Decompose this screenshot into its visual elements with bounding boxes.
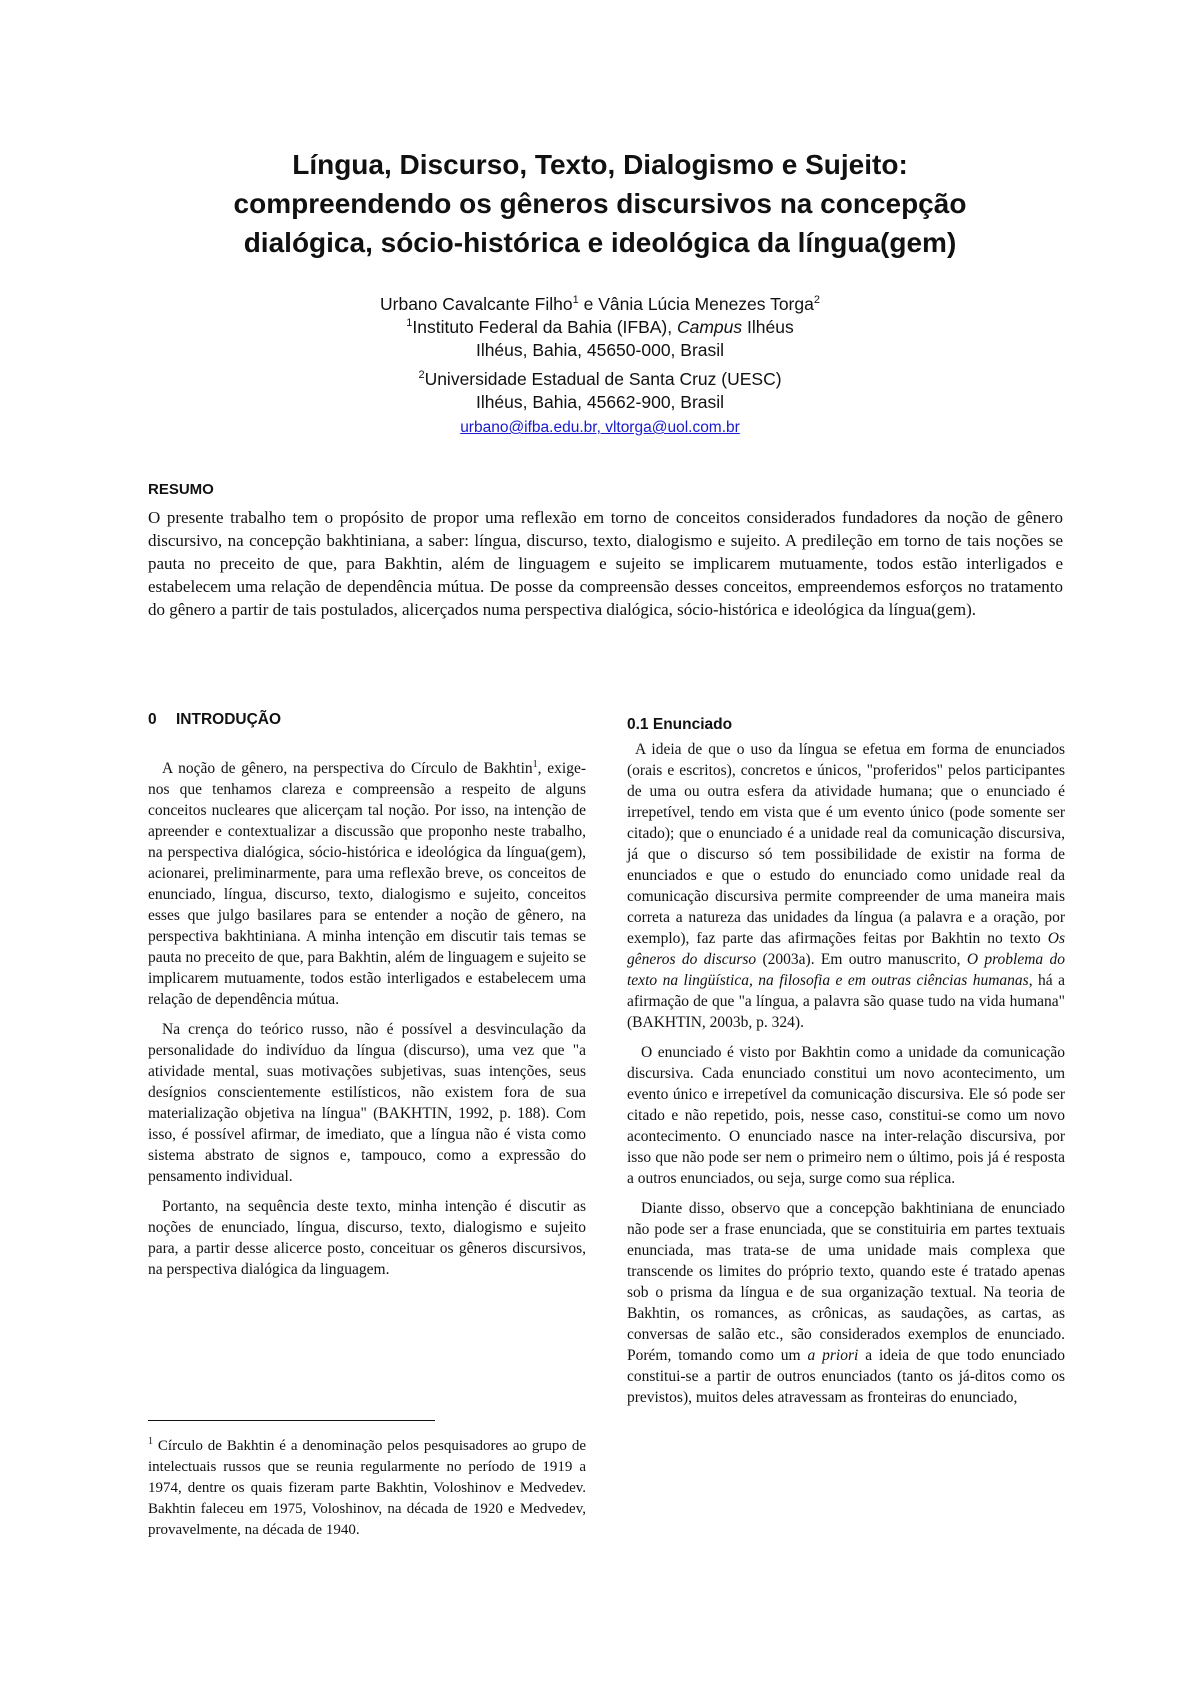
affiliation-2-city: Ilhéus, Bahia, 45662-900, Brasil — [475, 392, 725, 412]
footnote-1-text: Círculo de Bakhtin é a denominação pelos pesquisadores ao grupo de intelectuais russos que se reunia regularmente no período de 1919 a 1974, dentre os quais fizeram parte Bakhtin, Voloshinov e Medvedev. Bakhtin faleceu em 1975, Voloshinov, na década de 1920 e Medvedev, provavelmente, na década de 1940. — [148, 1438, 586, 1538]
enunciado-p1-text-a: A ideia de que o uso da língua se efetua em forma de enunciados (orais e escritos), concretos e únicos, "proferidos" pelos participantes de uma ou outra esfera da atividade humana; que o enunciado é irrepetível, tendo em vista que é um evento único (pode somente ser citado); que o enunciado é a unidade real da comunicação discursiva, já que o discurso só tem possibilidade de existir na forma de enunciados e que o estudo do enunciado como unidade real da comunicação discursiva permite compreender de uma maneira mais correta a natureza das unidades da língua (a palavra e a oração, por exemplo), faz parte das afirmações feitas por Bakhtin no texto — [627, 741, 1065, 947]
abstract-body: O presente trabalho tem o propósito de propor uma reflexão em torno de conceitos considerados fundadores da noção de gênero discursivo, na concepção bakhtiniana, a saber: língua, discurso, texto, dialogismo e sujeito. A predileção em torno de tais noções se pauta no preceito de que, para Bakhtin, além de linguagem e sujeito se implicarem mutuamente, todos estão interligados e estabelecem uma relação de dependência mútua. De posse da compreensão desses conceitos, empreendemos esforços no tratamento do gênero a partir de tais postulados, alicerçados numa perspectiva dialógica, sócio-histórica e ideológica da língua(gem). — [148, 508, 1063, 619]
author-names — [200, 293, 1000, 316]
intro-p1-text-a: A noção de gênero, na perspectiva do Círculo de Bakhtin — [162, 760, 533, 777]
author-conjunction: e — [578, 294, 599, 314]
intro-section-title: INTRODUÇÃO — [176, 711, 282, 728]
affiliation-1-city: Ilhéus, Bahia, 45650-000, Brasil — [475, 340, 725, 360]
left-column — [148, 710, 586, 1289]
title-line-1: Língua, Discurso, Texto, Dialogismo e Sujeito: — [292, 149, 908, 180]
affiliation-2-mark: 2 — [418, 369, 425, 382]
title-line-3: dialógica, sócio-histórica e ideológica da língua(gem) — [243, 227, 957, 258]
enunciado-p3-text-b: a ideia de que todo enunciado constitui-se a partir de outros enunciados (tanto os já-ditos como os previstos), muitos deles atravessam as fronteiras do enunciado, — [627, 1347, 1065, 1406]
enunciado-p3-text-a: Diante disso, observo que a concepção bakhtiniana de enunciado não pode ser a frase enunciada, que se constituiria em partes textuais enunciada, mas trata-se de uma unidade mais complexa que transcende os limites do próprio texto, quando este é tratado apenas sob o prisma da língua e de sua organização textual. Na teoria de Bakhtin, os romances, as crônicas, as saudações, as cartas, as conversas de salão etc., são considerados exemplos de enunciado. Porém, tomando como um — [627, 1200, 1065, 1364]
intro-p1-text-b: , exige-nos que tenhamos clareza e compreensão a respeito de alguns conceitos nucleares que alicerçam tal noção. Por isso, na intenção de apreender e contextualizar a discussão que proponho neste trabalho, na perspectiva dialógica, sócio-histórica e ideológica da língua(gem), acionarei, preliminarmente, para uma reflexão breve, os conceitos de enunciado, língua, discurso, texto, dialogismo e sujeito, conceitos esses que julgo basilares para se entender a noção de gênero, na perspectiva bakhtiniana. A minha intenção em discutir tais temas se pauta no preceito de que, para Bakhtin, além de linguagem e sujeito se implicarem mutuamente, todos estão interligados e estabelecem uma relação de dependência mútua. — [148, 760, 586, 1008]
title-line-2: compreendendo os gêneros discursivos na concepção — [233, 188, 967, 219]
enunciado-p1-italic-2: O problema do texto na lingüística, na filosofia e em outras ciências humanas — [627, 951, 1065, 989]
affiliation-1-mark: 1 — [406, 317, 413, 330]
enunciado-paragraph-3 — [627, 1198, 1065, 1408]
footnote-ref-1[interactable]: 1 — [532, 758, 538, 770]
paper-title — [100, 145, 1100, 262]
affiliation-2 — [200, 368, 1000, 391]
intro-paragraph-2: Na crença do teórico russo, não é possível a desvinculação da personalidade do indivíduo da língua (discurso), uma vez que "a atividade mental, suas motivações subjetivas, suas intenções, seus desígnios conscientemente estilísticos, não existem fora de sua materialização objetiva na língua" (BAKHTIN, 1992, p. 188). Com isso, é possível afirmar, de imediato, que a língua não é vista como sistema abstrato de signos e, tampouco, como a expressão do pensamento individual. — [148, 1021, 586, 1185]
enunciado-p3-italic: a priori — [807, 1347, 859, 1364]
footnote-1 — [148, 1436, 586, 1541]
email-link[interactable]: urbano@ifba.edu.br, vltorga@uol.com.br — [460, 419, 740, 436]
author-2-name: Vânia Lúcia Menezes Torga — [598, 294, 814, 314]
affiliation-2-name: Universidade Estadual de Santa Cruz (UESC) — [424, 369, 782, 389]
author-block — [200, 293, 1000, 439]
author-1-name: Urbano Cavalcante Filho — [380, 294, 573, 314]
enunciado-paragraph-1 — [627, 739, 1065, 1033]
enunciado-p1-text-c: , há a afirmação de que "a língua, a palavra são quase tudo na vida humana" (BAKHTIN, 2003b, p. 324). — [627, 972, 1065, 1031]
intro-section-number: 0 — [148, 711, 157, 728]
enunciado-p1-text-b: (2003a). Em outro manuscrito, — [756, 951, 967, 968]
intro-paragraph-1 — [148, 758, 586, 1010]
footnote-1-mark: 1 — [148, 1436, 153, 1447]
author-2-mark: 2 — [813, 294, 820, 307]
affiliation-1-pre: Instituto Federal da Bahia (IFBA), — [412, 317, 677, 337]
affiliation-1-campus: Campus — [676, 317, 743, 337]
enunciado-paragraph-2: O enunciado é visto por Bakhtin como a unidade da comunicação discursiva. Cada enunciado constitui um novo acontecimento, um evento único e irrepetível da comunicação discursiva. Ele só pode ser citado e não repetido, pois, nesse caso, constitui-se como um novo acontecimento. O enunciado nasce na inter-relação discursiva, por isso que não pode ser nem o primeiro nem o último, pois já é resposta a outros enunciados, ou seja, surge como sua réplica. — [627, 1044, 1065, 1187]
affiliation-1 — [200, 316, 1000, 339]
author-1-mark: 1 — [572, 294, 579, 307]
enunciado-heading: 0.1 Enunciado — [627, 716, 733, 733]
right-column — [627, 710, 1065, 1417]
enunciado-p1-italic-1: Os gêneros do discurso — [627, 930, 1065, 968]
abstract-heading: RESUMO — [148, 481, 214, 498]
intro-heading — [148, 710, 586, 730]
footnote-divider — [148, 1420, 435, 1421]
affiliation-1-post: Ilhéus — [742, 317, 794, 337]
intro-paragraph-3: Portanto, na sequência deste texto, minha intenção é discutir as noções de enunciado, língua, discurso, texto, dialogismo e sujeito para, a partir desse alicerce posto, conceituar os gêneros discursivos, na perspectiva dialógica da linguagem. — [148, 1198, 586, 1278]
